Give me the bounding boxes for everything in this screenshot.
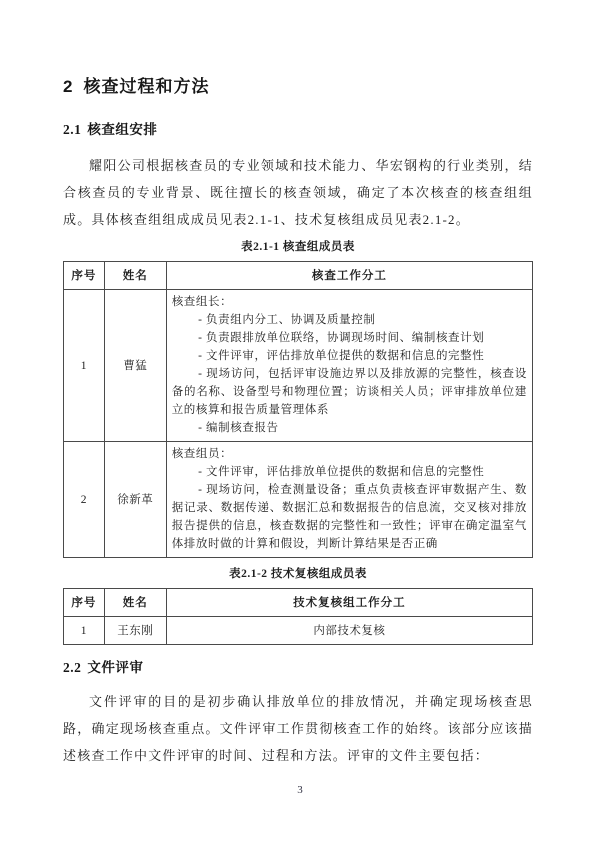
duty-item: - 负责组内分工、协调及质量控制 <box>198 314 376 326</box>
cell-name: 王东刚 <box>104 617 166 645</box>
cell-duties <box>166 290 532 442</box>
paragraph-team-arrangement: 耀阳公司根据核查员的专业领域和技术能力、华宏钢构的行业类别，结合核查员的专业背景、既往擅长的核查领域，确定了本次核查的核查组组成。具体核查组组成成员见表2.1-1、技术复核组成员见表2.1-2。 <box>63 158 533 227</box>
paragraph-document-review: 文件评审的目的是初步确认排放单位的排放情况，并确定现场核查思路，确定现场核查重点。文件评审工作贯彻核查工作的始终。该部分应该描述核查工作中文件评审的时间、过程和方法。评审的文件主要包括： <box>63 694 533 763</box>
member-role: 核查组长： <box>171 296 233 308</box>
subsection-heading-2-1 <box>63 118 533 138</box>
page-content <box>63 72 533 774</box>
table1-header-row <box>64 262 533 290</box>
table1-title: 表2.1-1 核查组成员表 <box>241 241 355 253</box>
section-title: 核查过程和方法 <box>83 77 210 96</box>
subsection-title: 文件评审 <box>87 660 144 675</box>
table2-header-row <box>64 589 533 617</box>
section-number: 2 <box>63 77 74 96</box>
duty-item: - 编制核查报告 <box>198 422 279 434</box>
section-heading <box>63 72 533 97</box>
page-number: 3 <box>297 784 303 796</box>
member-role: 核查组员： <box>171 448 233 460</box>
header-cell-name: 姓名 <box>104 262 166 290</box>
cell-duties <box>166 442 532 558</box>
verification-team-table <box>63 261 533 558</box>
duty-item: - 负责跟排放单位联络，协调现场时间、编制核查计划 <box>198 332 485 344</box>
subsection-heading-2-2 <box>63 656 533 676</box>
header-cell-name: 姓名 <box>104 589 166 617</box>
table2-title: 表2.1-2 技术复核组成员表 <box>229 568 367 580</box>
duty-item: - 现场访问，检查测量设备；重点负责核查评审数据产生、数据记录、数据传递、数据汇总和数据报告的信息流，交叉核对排放报告提供的信息，核查数据的完整性和一致性；评审在确定温室气体排放时做的计算和假设，判断计算结果是否正确 <box>171 484 527 550</box>
header-cell-duty: 技术复核组工作分工 <box>166 589 532 617</box>
table-row <box>64 442 533 558</box>
cell-no: 1 <box>64 617 105 645</box>
cell-no: 2 <box>64 442 105 558</box>
technical-review-table <box>63 588 533 645</box>
header-cell-no: 序号 <box>64 589 105 617</box>
table-row <box>64 617 533 645</box>
subsection-title: 核查组安排 <box>87 122 158 137</box>
cell-name: 曹猛 <box>104 290 166 442</box>
header-cell-duty: 核查工作分工 <box>166 262 532 290</box>
subsection-number: 2.2 <box>63 660 82 675</box>
table-row <box>64 290 533 442</box>
cell-duty: 内部技术复核 <box>166 617 532 645</box>
cell-no: 1 <box>64 290 105 442</box>
subsection-number: 2.1 <box>63 122 82 137</box>
duty-item: - 文件评审，评估排放单位提供的数据和信息的完整性 <box>198 466 485 478</box>
header-cell-no: 序号 <box>64 262 105 290</box>
cell-name: 徐新革 <box>104 442 166 558</box>
duty-item: - 文件评审，评估排放单位提供的数据和信息的完整性 <box>198 350 485 362</box>
duty-item: - 现场访问，包括评审设施边界以及排放源的完整性，核查设备的名称、设备型号和物理位置；访谈相关人员；评审排放单位建立的核算和报告质量管理体系 <box>171 368 527 416</box>
